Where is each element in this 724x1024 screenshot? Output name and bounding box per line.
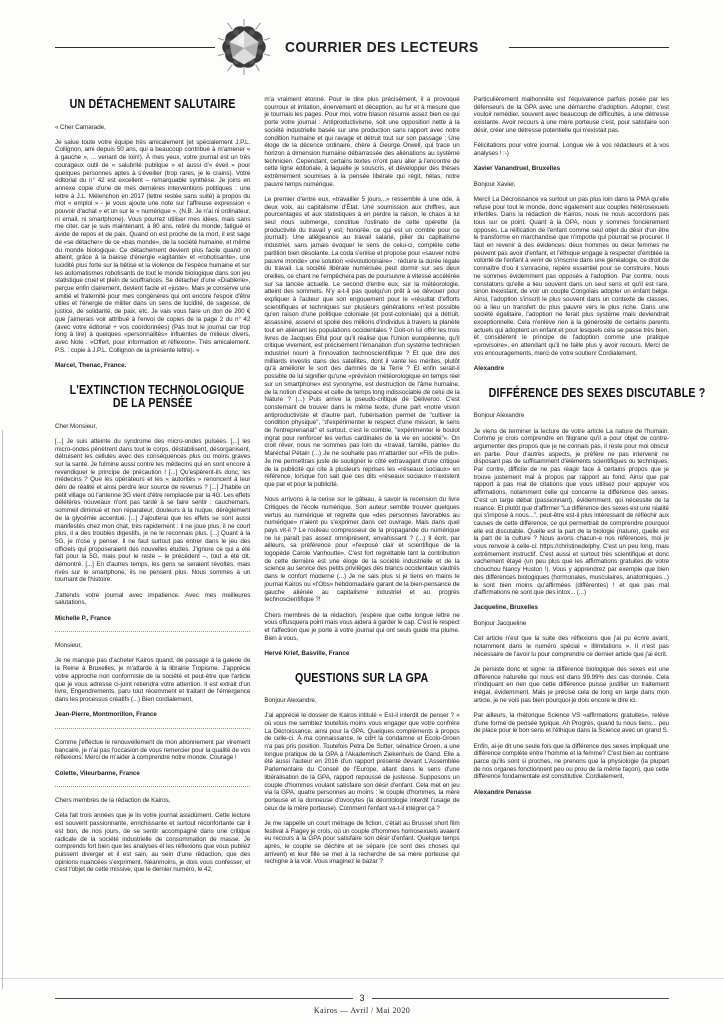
letter-paragraph: Je ne manque pas d'acheter Kairos quand, de passage à la galerie de la Reine à Bruxelles, je m'attarde à la librairie Tropisme. J'apprécie votre approche non conformiste de la société et peut-être que l'article que je vous adresse ci-joint retiendra votre attention. Il est extrait d'un livre, Engendrements, paru tout récemment et traitant de l'émergence dans les processus créatifs (...) Bien cordialement, — [55, 657, 251, 703]
article-heading: DIFFÉRENCE DES SEXES DISCUTABLE ? — [488, 385, 706, 400]
letter-paragraph: Merci! La Décroissance va surtout un pas plus loin dans la PMA qu'elle refuse pour tout le monde, donc également aux couples hétérosexuels infertiles. Dans la rédaction de Kairos, nous ne nous accordons pas tous sur ce point. Quant à la GPA, nous y sommes foncièrement opposés. La réification de l'enfant comme seul objet du désir d'un être le transforme en marchandise que n'importe qui pourrait se procurer. Il faut en revenir à des évidences: deux hommes ou deux femmes ne peuvent pas avoir d'enfant, et l'éthique engage à respecter d'emblée la volonté de l'enfant à venir de s'inscrire dans une généalogie, ce droit de connaître d'où il s'enracine, repère essentiel pour se construire. Nous ne sommes évidemment pas opposés à l'adoption. Par contre, nous constatons qu'elle a lieu souvent dans un seul sens et qu'il est rare, sinon inexistant, de voir un couple Congolais adopter un enfant belge. Ainsi, l'adoption s'inscrit le plus souvent dans un contexte de classes, où a lieu un transfert du plus pauvre vers le plus riche. Dans une société égalitaire, l'adoption ne ferait plus système mais deviendrait exceptionnelle. Cela n'enlève rien à la générosité de certains parents actuels qui adoptent un enfant et pour lesquels cela se passe très bien, et considèrent le principe de l'adoption comme une pratique «provisoire», en attendant qu'il ne faille plus y avoir recours. Merci de vos encouragements, merci de votre soutien! Cordialement, — [473, 195, 669, 357]
letter-paragraph: Félicitations pour votre journal. Longue vie à vos rédacteurs et à vos analyses ! :-) — [473, 142, 669, 157]
letter-paragraph: Bonjour Jacqueline — [473, 620, 527, 628]
letter-paragraph: Je viens de terminer la lecture de votre article La nature de l'humain. Comme je crois comprendre en filigrane qu'il a pour objet de contre-argumenter des propos que je ne connais pas, il reste pour moi obscur en partie. Pour d'autres aspects, je préfère ne pas intervenir ne disposant pas de suffisamment d'éléments scientifiques ou techniques. Par contre, difficile de ne pas réagir face à certains propos que je trouve justement mal à propos par rapport au fond. Ainsi que par rapport à pas mal de citations que vous utilisez pour appuyer vos affirmations, notamment celle qui concerne la différence des sexes. C'est un large débat (passionnant), évidemment, qui nécessite de la nuance. Et plutôt que d'affirmer "La différence des sexes est une réalité qui s'impose à nous...", peut-être est-il plus intéressant de réfléchir aux causes de cette différence, ce qui permettrait de comprendre pourquoi elle est discutable. Quelle est la part de la biologie (nature), quelle est la part de la culture ? Nous avons chacun-e nos références, moi je vous renvoie à celle-ci: https://christinedelphy. C'est un peu long, mais extrêmement instructif. C'est aussi et surtout très scientifique et donc vachement étayé (un peu plus que les affirmations gratuites de votre chouchou Nancy Huston !). Vous y apprendrez par exemple que bien des différences biologiques (hormonales, musculaires, anatomiques...) le sont bien moins qu'affirmées (différentes) ! et que pas mal d'affirmations ne sont que des intox... (...) — [473, 427, 669, 597]
letter-paragraph: Cela fait trois années que je lis votre journal assidûment. Cette lecture est souvent passionnante, enrichissante et surtout réconfortante car il est bon, de nos jours, de se sentir accompagné dans une critique radicale de la société industrielle de consommation de masse. Je comprends fort bien que les analyses et les réflexions que vous publiez puissent diverger et il est sain, au sein d'une rédaction, que des opinions nuancées s'expriment. Néanmoins, je dois vous confesser, et c'est l'objet de cette missive, que le dernier numéro, le 42, — [55, 812, 251, 874]
journal-date-line: Kairos — Avril / Mai 2020 — [313, 1006, 411, 1015]
letter-paragraph: Particulièrement malhonnête est l'équivalence parfois posée par les défenseurs de la GPA avec une démarche d'adoption. Adopter, c'est vouloir remédier, souvent avec beaucoup de difficultés, à une détresse existante. Avoir recours à une mère porteuse c'est, pour satisfaire son désir, créer une détresse potentielle qui n'existait pas. — [473, 96, 669, 134]
letter-paragraph: Cet article n'est que la suite des réflexions que j'ai pu écrire avant, notamment dans le numéro spécial « Illimitations ». Il n'est pas nécessaire de l'avoir lu pour comprendre ce dernier article que j'ai écrit. — [473, 635, 669, 658]
letter-paragraph: Cher Monsieur, — [55, 422, 97, 430]
letter-divider — [55, 786, 250, 787]
letter-paragraph: Bonjour Alexandre, — [264, 697, 317, 705]
letter-paragraph: Monsieur, — [55, 642, 82, 650]
letter-paragraph: Le premier d'entre eux, «travailler 5 jours...» ressemble à une ode, à deux voix, au capitalisme d'État. Une soumission aux chiffres, aux pourcentages et aux statistiques à en perdre la raison, le chaos à lui seul nous submerge, constitue l'ostinato de cette opérette (la productivité du travail y est, honorée, ce qui est un comble pour ce journal!). Une allégeance au travail salarié, pilier du capitalisme industriel, sans jamais évoquer le sens de celui-ci, complète cette partition bien désolante. La coda s'enlise et propose pour «sauver notre pauvre monde» une solution «révolutionnaire» : réduire la durée légale du travail. La société libérale numérisée peut dormir sur ses deux oreilles, ce chant ne l'empêchera pas de poursuivre à vitesse accélérée sur sa lancée actuelle. Le second d'entre eux, sur la météorologie, atteint des sommets. N'y a-t-il pas quelqu'un prêt à se dévouer pour expliquer à l'auteur que son engouement pour le «résultat d'efforts scientifiques et techniques sur plusieurs générations «n'est possible qu'en raison d'une politique coloniale (et post-coloniale) qui a détruit, assassiné, asservi et spolié des millions d'individus à travers la planète tout en aliénant les populations occidentales ? Doit-on lui offrir les trois livres de Jacques Ellul pour qu'il réalise que l'Union européenne, qu'il critique vivement, est précisément l'émanation d'un système technicien industriel nourri à l'innovation technoscientifique ? Et que dire des milliards investis dans des satellites, dont il vante les mérites, plutôt qu'à améliorer le sort des damnés de la Terre ? Et enfin serait-il possible de lui signifier qu'une «prévision météorologique en temps réel sur un smartphone» est synonyme, est destruction de l'âme humaine, de la notion d'espace et celle de temps long indissociable de celui de la Nature ? (...) Puis arrive la pseudo-critique de Deliveroo. C'est consternant de trouver dans le même texte, d'une part «notre vision antiproductiviste et d'autre part, l'ubérisation permet de "cultiver la condition physique", "d'expérimenter le respect d'une mission, le sens de l'entreprenariat" et surtout, c'est le comble, "expérimenter le boulot ingrat pour renforcer les vertus cardinales de la vie en société"». On croit rêver, nous ne sommes pas loin du «travail, famille, patrie» du Maréchal Pétain (...) Je ne souhaite pas m'attarder sur «Fils de pub». Je me permettrais juste de souligner le côté extravagant d'une critique de la publicité qui cite à plusieurs reprises les «réseaux sociaux» en référence, lorsque l'on sait que ces dits «réseaux sociaux» n'existent que par et pour la publicité. — [264, 195, 460, 488]
letter-paragraph: « Cher Camarade, — [55, 123, 106, 131]
header-rule-right — [509, 47, 669, 48]
letter-signature: Michelle P., France — [55, 614, 111, 622]
letter-signature: Xavier Vanandruel, Bruxelles — [473, 164, 561, 172]
letter-paragraph: [...] Je suis atteinte du syndrome des micro-ondes pulsées. [...] les micro-ondes pénètrent dans tout le corps, déstabilisent, désorganisent, détruisent les cellules avec des conséquences plus ou moins graves sur la santé. Je fulmine aussi contre les médecins qui en sont encore à revendiquer le principe de précaution ! [...] Qu'espèrent-ils donc, les médecins ? Que les opérateurs et les « autorités » renoncent à leur déni de réalité et ainsi perdre leur source de revenus ? [...] J'habite un petit village où l'antenne 3G vient d'être remplacée par la 4G. Les effets délétères nouveaux n'ont pas tardé à se faire sentir : cauchemars, sommeil diminué et non réparateur, douleurs à la nuque, dérèglement de la glycémie accentué. [...] J'ajouterai que les effets se sont aussi manifestés chez mon chat, très rapidement : il ne joue plus, il ne court plus, il a des troubles digestifs, je ne le reconnais plus. [...] Quant à la 5G, je n'ose y penser. Il ne faut surtout pas entrer dans le jeu des officiels qui proposeraient des nouvelles études. J'ignore ce qui a été fait pour la 5G, mais pour le reste – le précédent –, tout a été dit, démontré. [...] En d'autres temps, les gens se seraient révoltés, mais rivés sur le smartphone, ils ne pensent plus. Nous sommes à un tournant de l'histoire. — [55, 437, 251, 584]
letter-divider — [55, 728, 250, 729]
page-number-row — [0, 994, 724, 1003]
letter-paragraph: Chers membres de la rédaction de Kairos, — [55, 797, 171, 805]
letter-signature: Jean-Pierre, Montmorillon, France — [55, 711, 157, 719]
scan-artifact — [0, 978, 724, 979]
letter-paragraph: Je salue toute votre équipe très amicalement (et spécialement J.P.L. Collignon, ami depuis 50 ans, qui a beaucoup contribué à m'amener « à gauche », ... venant de loin!). À mes yeux, votre journal est un très courageux outil de « salubrité publique » et aussi d'« éveil » pour quelques personnes aptes à s'éveiller (trop rares, je le crains). Votre éditorial du n° 42 est excellent – remarquable synthèse. Je joins en annexe copie d'une de mes dernières interventions politiques : une lettre à J.L. Mélenchon en 2017 (lettre restée sans suite) à propos du mot « emploi » - je vous ajoute une note sur l'affreuse expression « pouvoir d'achat » et un sur le « numérique ». (N.B. Je n'ai ni ordinateur, ni email, ni smartphone). Vous pourrez utiliser mes idées, mais sans me citer, car je suis maintenant, à 80 ans, retiré du monde, fatigué et avide de repos et de paix. Quand on est proche de la mort, il est sage de «se détacher» de ce «bas monde», de la société humaine, et même du monde biologique. Ce détachement devient plus facile quand on atteint, grâce à la baisse d'énergie «agitante» et «robotisante», une lucidité plus forte sur la bêtise et la violence de l'espèce humaine et sur les automatismes robotisants de tout le monde biologique dans son jeu statistique cruel et plein de souffrances. Se détacher d'une «Diablerie», perçue enfin clairement, devient facile et «juste». Mais je conserve une amitié et fraternité pour mes congénères qui ont encore l'espoir d'être utiles et l'énergie de militer dans un sens de lucidité, de sagesse, de justice, de solidarité, de paix, etc. Je vais vous faire un don de 200 € que j'aimerais voir attribué à l'envoi de copies de la page 2 du n° 42 (avec votre éditorial + vos coordonnées) (Pas tout le journal car trop long à lire) à quelques «personnalités» influentes de milieux divers, avec Note : «Offert, pour information et réflexion». Très amicalement. P.S. : copie à J.P.L. Collignon de la présente lettre). » — [55, 138, 251, 354]
letter-signature: Colette, Vileurbanne, France — [55, 769, 140, 777]
scan-artifact — [2, 430, 3, 1015]
letter-paragraph: J'attends votre journal avec impatience. Avec mes meilleures salutations, — [55, 591, 251, 607]
letter-divider — [55, 631, 250, 632]
letters-columns — [0, 96, 724, 996]
letter-signature: Jacqueline, Bruxelles — [473, 604, 539, 612]
letter-paragraph: J'ai apprécié le dossier de Kairos intitulé « Est-il interdit de penser ? » où vous me semblez toutefois moins vous engager que votre confrère La Décroissance, ainsi pour la GPA. Quelques compléments à propos de celle-ci. À ma connaissance, le cdH la condamne et Ecolo-Groen n'a pas pris position. Toutefois Petra De Sutter, sénatrice Groen, a une longue pratique de la GPA à l'Akademisch Ziekenhuis de Gand. Elle a été aussi l'auteur en 2016 d'un rapport présenté devant L'Assemblée Parlementaire du Conseil de l'Europe, allant dans le sens d'une libéralisation de la GPA, rapport repoussé de justesse. Supposons un couple d'hommes voulant satisfaire son désir d'enfant. Cela met en jeu via la GPA, quatre personnes au moins : le couple d'hommes, la mère porteuse et la donneuse d'ovocytes (la déontologie interdit l'usage de ceux de la mère porteuse). Comment l'enfant va-t-il intégrer ça ? — [264, 712, 460, 812]
letter-signature: Marcel, Thenac, France. — [55, 361, 127, 369]
column-right — [473, 96, 706, 804]
letter-paragraph: Par ailleurs, la rhétorique Science VS «affirmations gratuites», relève d'une forme de pensée typique. Ah Progrès, quand tu nous tiens... peu de place pour le bon sens et l'éthique dans la Science avec un grand S. — [473, 712, 669, 735]
gem-wreath-logo-icon — [215, 18, 273, 76]
letter-signature: Alexandre — [473, 365, 505, 373]
letter-paragraph: Enfin, ai-je dit une seule fois que la différence des sexes impliquait une différence complète entre l'homme et la femme? C'est bien au contraire parce qu'ils sont si proches, ne prenons que la physiologie (la plupart de nos organes fonctionnent peu ou prou de la même façon), que cette différence fondamentale est constitutive. Cordialement, — [473, 742, 669, 781]
letter-paragraph: Comme j'effectue le renouvellement de mon abonnement par virement bancaire, je n'ai pas l'occasion de vous remercier pour la qualité de vos réflexions. Merci de m'aider à comprendre notre monde. Courage ! — [55, 738, 251, 762]
letter-paragraph: Je persiste donc et signe: la différence biologique des sexes est une différence naturelle qui nous est dans 99.99% des cas donnée. Cela n'indiquant en rien que cette différence puisse justifier un traitement inégal, évidemment. Mais je précise cela de long en large dans mon article, je ne vois pas bien pourquoi je dois encore le dire ici. — [473, 665, 669, 704]
page-number: 3 — [359, 993, 365, 1003]
page-footer — [0, 989, 724, 1024]
letter-paragraph: Je me rappelle un court métrage de fiction, c'était au Brussel short film festival à Flagey je crois, où un couple d'hommes homosexuels avaient eu recours à la GPA pour satisfaire son désir d'enfant. Quelque temps après, le couple se déchire et se sépare (ce sont des choses qui arrivent) et leur fille se met à la recherche de sa mère porteuse qui rechigne à la voir. Vous imaginez le bazar ? — [264, 819, 460, 866]
footer-rule-left — [55, 998, 353, 999]
article-heading: QUESTIONS SUR LA GPA — [295, 670, 429, 685]
letter-paragraph: Chers membres de la rédaction, j'espère que cette longue lettre ne vous offusquera point mais vous aidera à garder le cap. C'est le respect et l'affection que je porte à votre journal qui ont seuls guidé ma plume. Bien à vous, — [264, 611, 460, 642]
letter-paragraph: Bonjour Xavier, — [473, 180, 516, 188]
article-heading: L'EXTINCTION TECHNOLOGIQUE DE LA PENSÉE — [69, 382, 245, 411]
letter-signature: Alexandre Penasse — [473, 788, 532, 796]
article-heading: UN DÉTACHEMENT SALUTAIRE — [69, 97, 236, 111]
footer-rule-right — [372, 998, 670, 999]
section-header — [0, 0, 724, 78]
header-rule-left — [55, 47, 215, 48]
letter-paragraph: m'a vraiment étonné. Pour le dire plus précisément, il a provoqué courroux et irritation, énervement et déception, au fur et à mesure que je tournais les pages. Pour moi, votre blason résume assez bien ce qui porte votre journal : Antiproductivisme, soit une opposition nette à la société industrielle basée sur une production sans rapport avec notre condition humaine et qui ravage et détruit tout sur son passage ; Une éloge de la décence ordinaire, chère à George Orwell, qui trace un horizon à dimension humaine débarrassée des aliénations au système technicien. Cependant, certains textes m'ont paru aller à l'encontre de cette ligne éditoriale, à laquelle je souscris, et développer des thèses extrêmement soumises à la pensée libérale qui régit, hélas, notre pauvre temps numérique. — [264, 96, 460, 188]
letter-paragraph: Bonjour Alexandre — [473, 412, 525, 420]
column-left — [55, 96, 250, 882]
column-center — [264, 96, 459, 874]
letter-paragraph: Nous arrivons à la cerise sur le gâteau, à savoir la recension du livre Critiques de l'école numérique. Son auteur semble trouver quelques vertus au numérique et regrette que «des personnes favorables au numérique» n'aient pu s'exprimer dans cet ouvrage. Mais dans quel pays vit-il ? Le rouleau compresseur de la propagande du numérique ne lui paraît pas assez omniprésent, envahissant ? (...) Il écrit, par ailleurs, sa préférence pour «l'exposé clair et scientifique de la logopède Carole Vanhoutte». C'est fort regrettable tant la contribution de cette dernière est une éloge de la société industrielle et de la science au service des petits privilèges des blancs occidentaux vautrés dans le confort moderne (...) Je ne sais plus si je tiens en mains le journal Kairos ou «l'Obs» hebdomadaire garant de la bien-pensance de gauche aliénée au capitalisme industriel et au progrès technoscientifique ?! — [264, 496, 460, 604]
letter-signature: Hervé Krief, Basville, France — [264, 649, 350, 657]
page-title: COURRIER DES LECTEURS — [284, 38, 479, 56]
